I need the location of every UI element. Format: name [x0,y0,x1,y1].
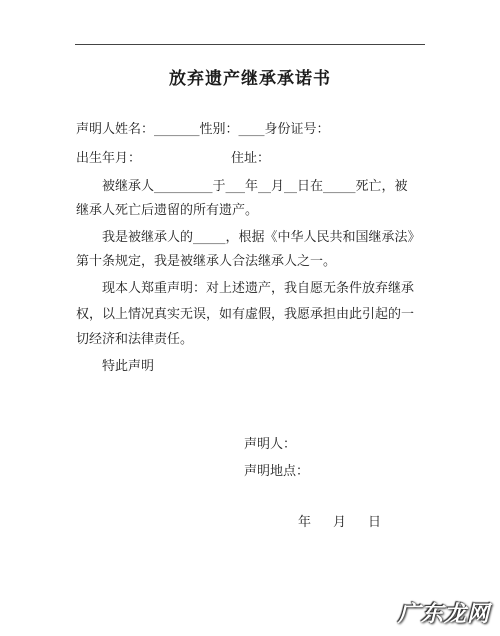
paragraph-1-line-1: 被继承人_________于___年__月__日在_____死亡，被 [102,179,408,194]
date-month: 月 [333,515,347,530]
declarant-signature-label: 声明人： [244,437,297,452]
date-day: 日 [368,515,382,530]
date-line [298,511,381,530]
site-watermark: 广东龙网 [397,602,490,627]
name-blank: _______ [154,122,200,137]
paragraph-3-line-2: 权，以上情况真实无误，如有虚假，我愿承担由此引起的一 [76,307,415,322]
paragraph-3-line-3: 切经济和法律责任。 [76,332,194,347]
birth-label: 出生年月： [76,151,142,166]
date-year: 年 [298,515,312,530]
document-title: 放弃遗产继承承诺书 [169,69,331,89]
closing-statement: 特此声明 [102,359,155,374]
paragraph-2-line-1: 我是被继承人的_____，根据《中华人民共和国继承法》 [102,230,421,245]
top-divider [75,44,425,45]
paragraph-2-line-2: 第十条规定，我是被继承人合法继承人之一。 [76,254,337,269]
declaration-place-label: 声明地点： [244,464,310,479]
birth-address-row [76,147,270,166]
gender-blank: ____ [238,122,265,137]
paragraph-3-line-1: 现本人郑重声明：对上述遗产，我自愿无条件放弃继承 [102,281,415,296]
paragraph-1-line-2: 继承人死亡后遗留的所有遗产。 [76,203,259,218]
gender-label: 性别： [199,122,239,137]
name-label: 声明人姓名： [76,122,155,137]
declarant-info-row [76,118,330,137]
id-number-label: 身份证号： [264,122,330,137]
address-label: 住址： [231,151,271,166]
